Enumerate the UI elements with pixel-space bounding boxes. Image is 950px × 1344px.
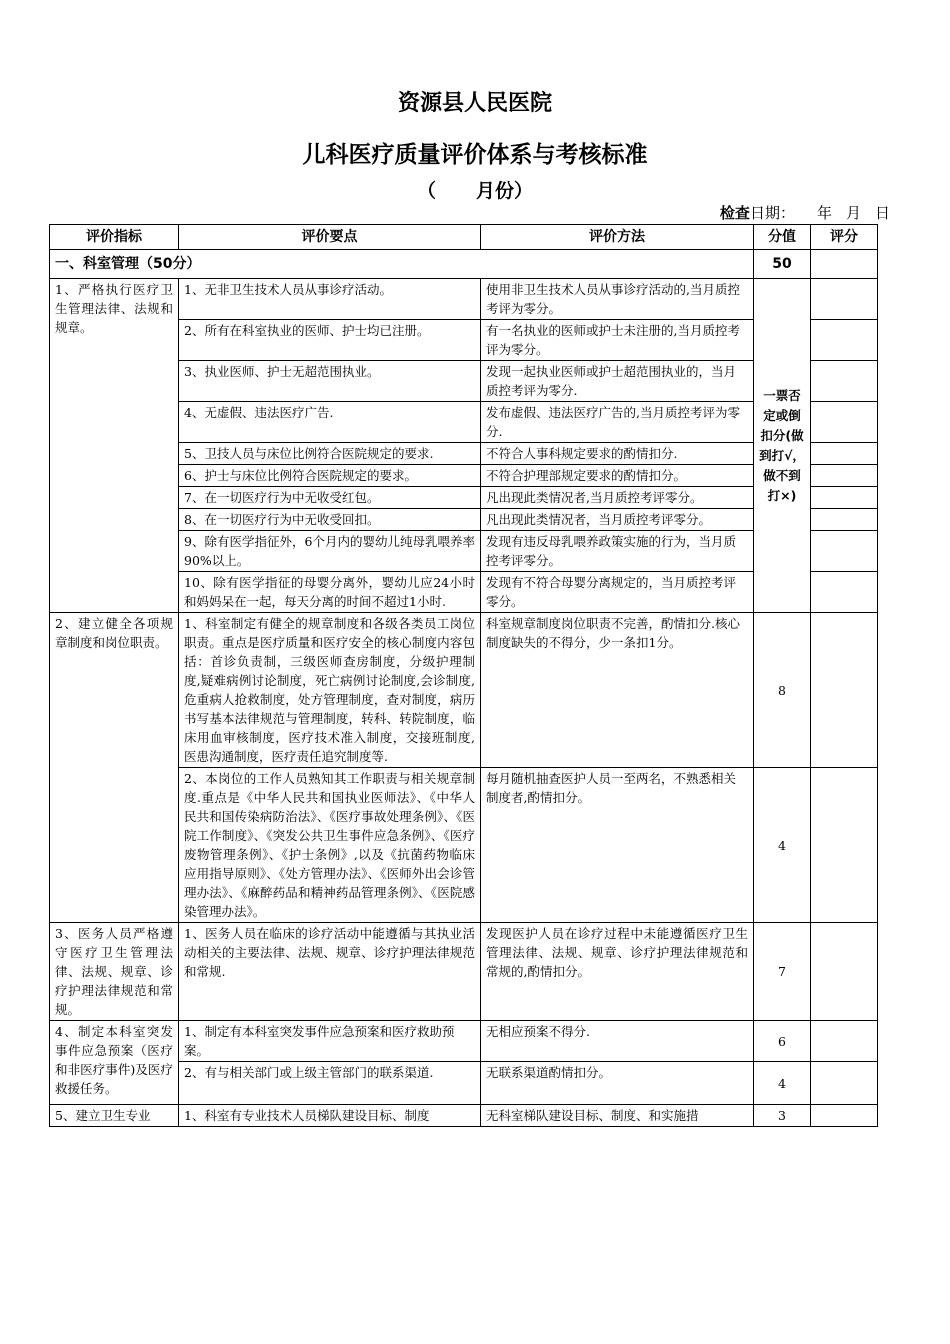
veto-note: 一票否定或倒扣分(做到打√，做不到打×)	[754, 279, 811, 613]
method-cell: 有一名执业的医师或护士未注册的,当月质控考评为零分。	[481, 320, 754, 361]
date-year: 年	[816, 204, 832, 222]
rating-cell	[811, 1105, 878, 1127]
month-label: 月份）	[476, 180, 534, 202]
method-cell: 发现一起执业医师或护士超范围执业的，当月质控考评为零分.	[481, 361, 754, 402]
method-cell: 使用非卫生技术人员从事诊疗活动的,当月质控考评为零分。	[481, 279, 754, 320]
indicator-cell: 1、严格执行医疗卫生管理法律、法规和规章。	[50, 279, 179, 613]
point-cell: 2、本岗位的工作人员熟知其工作职责与相关规章制度.重点是《中华人民共和国执业医师法》、《中华人民共和国传染病防治法》、《医疗事故处理条例》、《医院工作制度》、《突发公共卫生事件应急条例》、《医疗废物管理条例》、《护士条例》,以及《抗菌药物临床应用指导原则》、《处方管理办法》、《医师外出会诊管理办法》、《麻醉药品和精神药品管理条例》、《医院感染管理办法》。	[179, 768, 481, 923]
point-cell: 3、执业医师、护士无超范围执业。	[179, 361, 481, 402]
hospital-name: 资源县人民医院	[397, 91, 552, 116]
table-row	[50, 613, 878, 768]
rating-cell	[811, 613, 878, 768]
rating-cell	[811, 572, 878, 613]
table-row	[50, 923, 878, 1021]
col-header-points: 评价要点	[179, 225, 481, 250]
score-cell: 6	[754, 1021, 811, 1062]
rating-cell	[811, 279, 878, 320]
method-cell: 发现医护人员在诊疗过程中未能遵循医疗卫生管理法律、法规、规章、诊疗护理法律规范和常规的,酌情扣分。	[481, 923, 754, 1021]
rating-cell	[811, 361, 878, 402]
date-label-bold: 检查	[719, 204, 750, 222]
point-cell: 2、所有在科室执业的医师、护士均已注册。	[179, 320, 481, 361]
method-cell: 不符合人事科规定要求的酌情扣分.	[481, 443, 754, 465]
score-cell: 3	[754, 1105, 811, 1127]
col-header-indicator: 评价指标	[50, 225, 179, 250]
section-score: 50	[754, 250, 811, 279]
month-open: （	[416, 180, 436, 202]
rating-cell	[811, 531, 878, 572]
indicator-cell: 2、建立健全各项规章制度和岗位职责。	[50, 613, 179, 923]
method-cell: 凡出现此类情况者，当月质控考评零分。	[481, 509, 754, 531]
point-cell: 1、制定有本科室突发事件应急预案和医疗救助预案。	[179, 1021, 481, 1062]
method-cell: 发现有违反母乳喂养政策实施的行为，当月质控考评零分。	[481, 531, 754, 572]
point-cell: 1、科室制定有健全的规章制度和各级各类员工岗位职责。重点是医疗质量和医疗安全的核心制度内容包括：首诊负责制，三级医师查房制度，分级护理制度,疑难病例讨论制度，死亡病例讨论制度,会诊制度,危重病人抢救制度，处方管理制度，查对制度，病历书写基本法律规范与管理制度，转科、转院制度，临床用血审核制度，医疗技术准入制度，交接班制度,医患沟通制度，医疗责任追究制度等.	[179, 613, 481, 768]
rating-cell	[811, 402, 878, 443]
point-cell: 10、除有医学指征的母婴分离外，婴幼儿应24小时和妈妈呆在一起，每天分离的时间不超过1小时.	[179, 572, 481, 613]
point-cell: 1、科室有专业技术人员梯队建设目标、制度	[179, 1105, 481, 1127]
method-cell: 无科室梯队建设目标、制度、和实施措	[481, 1105, 754, 1127]
point-cell: 5、卫技人员与床位比例符合医院规定的要求.	[179, 443, 481, 465]
rating-cell	[811, 1062, 878, 1105]
rating-cell	[811, 443, 878, 465]
evaluation-table	[49, 224, 878, 1127]
method-cell: 发现有不符合母婴分离规定的，当月质控考评零分。	[481, 572, 754, 613]
section-title: 一、科室管理（50分）	[50, 250, 754, 279]
date-label: 日期：	[749, 204, 795, 222]
date-day: 日	[874, 204, 890, 222]
method-cell: 每月随机抽查医护人员一至两名，不熟悉相关制度者,酌情扣分。	[481, 768, 754, 923]
indicator-cell: 3、医务人员严格遵守医疗卫生管理法律、法规、规章、诊疗护理法律规范和常规。	[50, 923, 179, 1021]
score-cell: 4	[754, 768, 811, 923]
table-header-row	[50, 225, 878, 250]
point-cell: 4、无虚假、违法医疗广告.	[179, 402, 481, 443]
rating-cell	[811, 320, 878, 361]
table-row	[50, 1105, 878, 1127]
point-cell: 9、除有医学指征外，6个月内的婴幼儿纯母乳喂养率90%以上。	[179, 531, 481, 572]
inspection-date	[720, 202, 890, 223]
score-cell: 8	[754, 613, 811, 768]
rating-cell	[811, 250, 878, 279]
rating-cell	[811, 923, 878, 1021]
score-cell: 4	[754, 1062, 811, 1105]
method-cell: 无相应预案不得分.	[481, 1021, 754, 1062]
rating-cell	[811, 768, 878, 923]
col-header-rating: 评分	[811, 225, 878, 250]
indicator-cell: 5、建立卫生专业	[50, 1105, 179, 1127]
table-row	[50, 1021, 878, 1062]
rating-cell	[811, 487, 878, 509]
point-cell: 2、有与相关部门或上级主管部门的联系渠道.	[179, 1062, 481, 1105]
score-cell: 7	[754, 923, 811, 1021]
document-title: 儿科医疗质量评价体系与考核标准	[302, 142, 648, 168]
month-line	[0, 176, 950, 203]
rating-cell	[811, 465, 878, 487]
method-cell: 不符合护理部规定要求的酌情扣分。	[481, 465, 754, 487]
point-cell: 8、在一切医疗行为中无收受回扣。	[179, 509, 481, 531]
col-header-method: 评价方法	[481, 225, 754, 250]
method-cell: 无联系渠道酌情扣分。	[481, 1062, 754, 1105]
rating-cell	[811, 509, 878, 531]
rating-cell	[811, 1021, 878, 1062]
table-row	[50, 279, 878, 320]
point-cell: 6、护士与床位比例符合医院规定的要求。	[179, 465, 481, 487]
method-cell: 科室规章制度岗位职责不完善，酌情扣分.核心制度缺失的不得分，少一条扣1分。	[481, 613, 754, 768]
point-cell: 1、医务人员在临床的诊疗活动中能遵循与其执业活动相关的主要法律、法规、规章、诊疗护理法律规范和常规.	[179, 923, 481, 1021]
date-month: 月	[845, 204, 861, 222]
point-cell: 1、无非卫生技术人员从事诊疗活动。	[179, 279, 481, 320]
method-cell: 发布虚假、违法医疗广告的,当月质控考评为零分.	[481, 402, 754, 443]
col-header-score-value: 分值	[754, 225, 811, 250]
indicator-cell: 4、制定本科室突发事件应急预案（医疗和非医疗事件)及医疗救援任务。	[50, 1021, 179, 1105]
point-cell: 7、在一切医疗行为中无收受红包。	[179, 487, 481, 509]
method-cell: 凡出现此类情况者,当月质控考评零分。	[481, 487, 754, 509]
section-row	[50, 250, 878, 279]
